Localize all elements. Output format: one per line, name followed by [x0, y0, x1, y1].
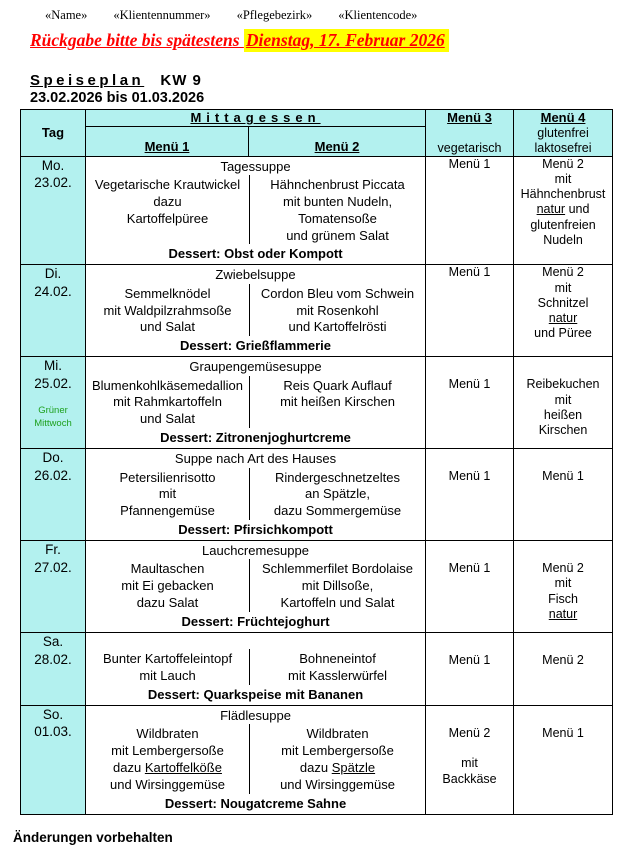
day-label: 27.02. [34, 559, 72, 575]
day-label: 24.02. [34, 283, 72, 299]
meals-cell [86, 633, 426, 706]
menu2-dish: Reis Quark Auflauf mit heißen Kirschen [249, 376, 425, 429]
table-row [21, 156, 613, 265]
day-cell [21, 541, 86, 633]
col-header-menu1: Menü 1 [86, 126, 249, 156]
menu2-dish: Wildbraten mit Lembergersoße dazu Spätzle und Wirsinggemüse [249, 724, 425, 794]
meals-wrap [86, 157, 425, 265]
dishes-row [86, 724, 425, 794]
day-label: 01.03. [34, 724, 72, 740]
menu4-cell: Menü 1 [514, 449, 613, 541]
table-row [21, 265, 613, 357]
menu1-dish: Bunter Kartoffeleintopf mit Lauch [102, 651, 233, 683]
merge-field-klientennummer: «Klientennummer» [113, 8, 211, 22]
day-label: Mo. [41, 157, 65, 173]
menu4-header-subtitle-2: laktosefrei [534, 140, 592, 155]
dishes-row [86, 559, 425, 612]
menu4-header-subtitle-1: glutenfrei [537, 125, 589, 140]
menu1-dish: Petersilienrisotto mit Pfannengemüse [119, 469, 216, 519]
dessert-line: Dessert: Quarkspeise mit Bananen [147, 686, 364, 702]
dessert-line: Dessert: Grießflammerie [180, 338, 332, 354]
day-label: 26.02. [34, 467, 72, 483]
dishes-row [86, 175, 425, 245]
menu2-dish: Cordon Bleu vom Schwein mit Rosenkohl und Kartoffelrösti [249, 284, 425, 337]
day-label: 25.02. [34, 375, 72, 391]
day-label: Di. [44, 266, 62, 282]
menu3-cell: Menü 2 mit Backkäse [426, 705, 514, 814]
menu3-cell: Menü 1 [426, 633, 514, 706]
return-deadline-notice [30, 30, 620, 51]
meals-cell [86, 357, 426, 449]
menu4-cell: Menü 2 mit Schnitzel natur und Püree [514, 265, 613, 357]
menu3-header-subtitle: vegetarisch [437, 140, 502, 155]
merge-field-klientencode: «Klientencode» [338, 8, 418, 22]
table-row [21, 705, 613, 814]
meals-cell [86, 705, 426, 814]
meals-cell [86, 541, 426, 633]
merge-field-name: «Name» [45, 8, 88, 22]
menu4-cell: Menü 2 mit Hähnchenbrust natur und glutenfreien Nudeln [514, 156, 613, 265]
merge-fields-row [0, 0, 620, 23]
dessert-line: Dessert: Früchtejoghurt [181, 614, 330, 630]
menu3-cell: Menü 1 [426, 357, 514, 449]
day-note: Grüner Mittwoch [34, 405, 72, 430]
day-cell [21, 265, 86, 357]
menu-table-body [21, 156, 613, 814]
col-header-menu3 [426, 110, 514, 157]
day-label: Mi. [44, 358, 62, 374]
meals-wrap [86, 357, 425, 448]
meals-wrap [86, 706, 425, 814]
meals-wrap [86, 265, 425, 356]
soup-line: Zwiebelsuppe [215, 267, 296, 283]
col-header-menu4 [514, 110, 613, 157]
plan-title: Speiseplan [30, 72, 145, 89]
meals-wrap [86, 633, 425, 705]
dessert-line: Dessert: Zitronenjoghurtcreme [160, 430, 351, 446]
day-label: Do. [42, 450, 64, 466]
menu3-cell: Menü 1 [426, 449, 514, 541]
meals-cell [86, 156, 426, 265]
day-cell [21, 449, 86, 541]
menu1-dish: Vegetarische Krautwickel dazu Kartoffelpüree [94, 176, 241, 226]
menu4-cell: Reibekuchen mit heißen Kirschen [514, 357, 613, 449]
soup-line: Suppe nach Art des Hauses [174, 451, 337, 467]
day-label: 28.02. [34, 651, 72, 667]
menu3-cell: Menü 1 [426, 156, 514, 265]
dessert-line: Dessert: Obst oder Kompott [168, 246, 343, 262]
table-row [21, 633, 613, 706]
menu2-dish: Rindergeschnetzeltes an Spätzle, dazu Sommergemüse [249, 468, 425, 521]
day-cell [21, 156, 86, 265]
soup-line: Flädlesuppe [220, 707, 291, 723]
merge-field-pflegebezirk: «Pflegebezirk» [236, 8, 313, 22]
date-range: 23.02.2026 bis 01.03.2026 [30, 90, 205, 106]
dishes-row [86, 376, 425, 429]
meals-cell [86, 449, 426, 541]
soup-line: Lauchcremesuppe [202, 543, 309, 559]
col-header-mittagessen: Mittagessen [86, 110, 426, 127]
menu4-header-title: Menü 4 [540, 110, 586, 125]
menu3-header-title: Menü 3 [447, 110, 492, 125]
menu2-dish: Schlemmerfilet Bordolaise mit Dillsoße, Kartoffeln und Salat [249, 559, 425, 612]
dishes-row [86, 633, 425, 685]
menu1-dish: Blumenkohlkäsemedallion mit Rahmkartoffeln und Salat [91, 377, 244, 427]
day-cell [21, 633, 86, 706]
menu1-dish: Semmelknödel mit Waldpilzrahmsoße und Salat [103, 285, 232, 335]
table-row [21, 541, 613, 633]
notice-deadline-highlight: Dienstag, 17. Februar 2026 [244, 29, 449, 52]
col-header-menu2: Menü 2 [249, 126, 426, 156]
table-row [21, 449, 613, 541]
menu3-cell: Menü 1 [426, 541, 514, 633]
menu1-dish: Maultaschen mit Ei gebacken dazu Salat [121, 561, 214, 611]
plan-title-row [30, 72, 620, 89]
menu2-dish: Bohneneintof mit Kasslerwürfel [249, 649, 425, 685]
dessert-line: Dessert: Nougatcreme Sahne [164, 795, 347, 811]
menu3-cell: Menü 1 [426, 265, 514, 357]
menu-table [20, 109, 613, 815]
notice-text: Rückgabe bitte bis spätestens [30, 30, 244, 50]
meals-wrap [86, 541, 425, 632]
week-number: KW 9 [160, 72, 202, 89]
soup-line: Tagessuppe [220, 158, 291, 174]
table-row [21, 357, 613, 449]
menu-table-header [21, 110, 613, 157]
day-cell [21, 357, 86, 449]
day-label: So. [42, 706, 64, 722]
dishes-row [86, 468, 425, 521]
meals-cell [86, 265, 426, 357]
menu4-cell: Menü 2 mit Fisch natur [514, 541, 613, 633]
col-header-tag: Tag [21, 110, 86, 157]
day-label: 23.02. [34, 175, 72, 191]
soup-line: Graupengemüsesuppe [189, 359, 322, 375]
meals-wrap [86, 449, 425, 540]
day-label: Sa. [42, 634, 64, 650]
footer-note: Änderungen vorbehalten [13, 829, 173, 845]
day-label: Fr. [45, 542, 61, 558]
menu1-dish: Wildbraten mit Lembergersoße dazu Kartoffelköße und Wirsinggemüse [110, 726, 225, 792]
menu2-dish: Hähnchenbrust Piccata mit bunten Nudeln, Tomatensoße und grünem Salat [249, 175, 425, 245]
dessert-line: Dessert: Pfirsichkompott [178, 522, 333, 538]
day-cell [21, 705, 86, 814]
dishes-row [86, 284, 425, 337]
menu4-cell: Menü 1 [514, 705, 613, 814]
menu4-cell: Menü 2 [514, 633, 613, 706]
